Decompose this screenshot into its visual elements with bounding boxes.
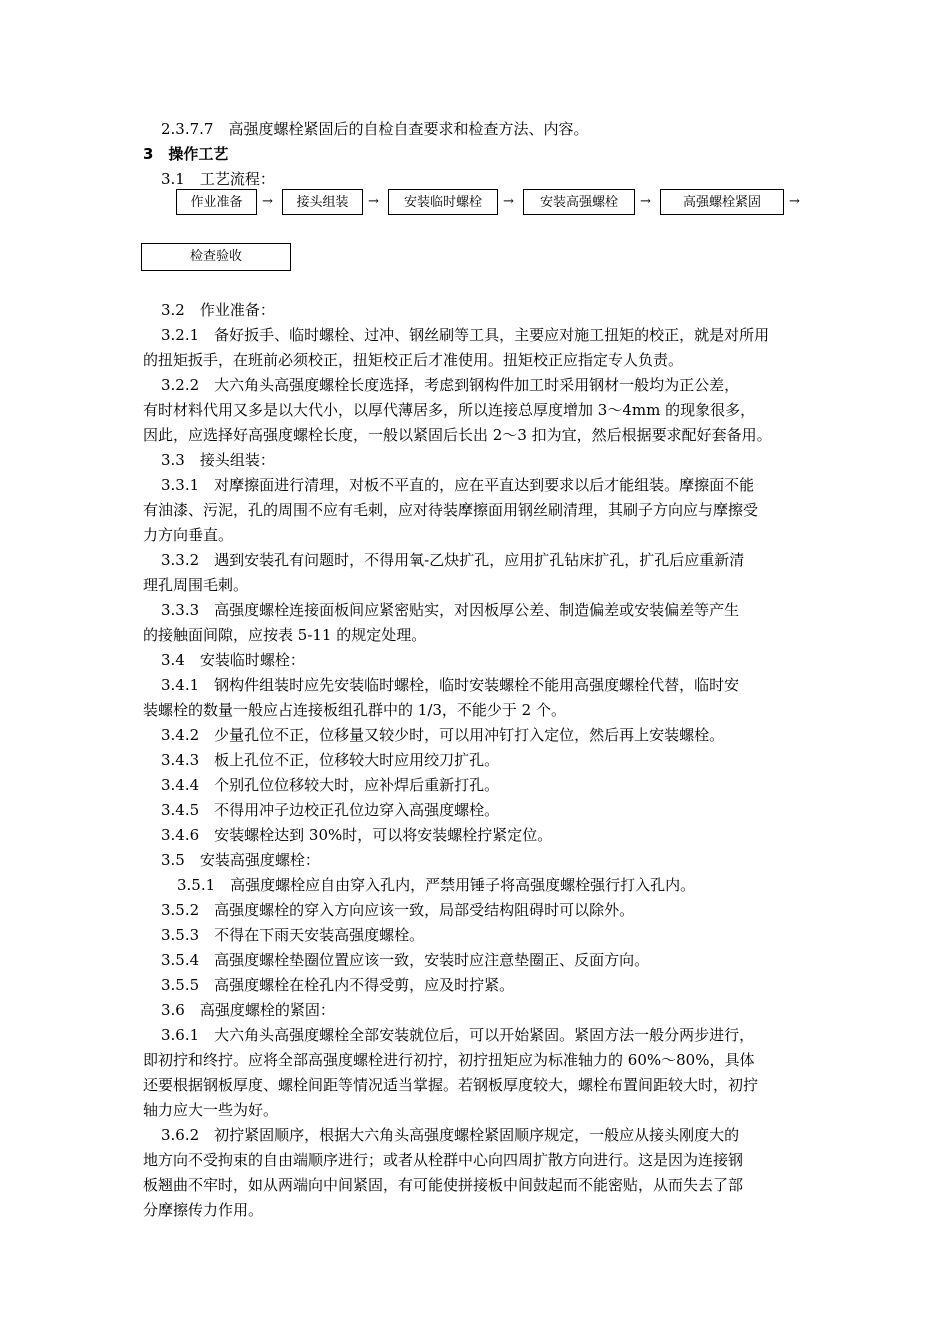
- flow-step-hs-bolts: 安装高强螺栓: [523, 189, 635, 215]
- text-line: 3.2.2 大六角头高强度螺栓长度选择，考虑到钢构件加工时采用钢材一般均为正公差，: [161, 376, 740, 394]
- flow-arrow-1: →: [262, 194, 273, 209]
- flow-step-hs-tightening: 高强螺栓紧固: [660, 189, 784, 215]
- text-line: 3.4.5 不得用冲子边校正孔位边穿入高强度螺栓。: [161, 801, 500, 819]
- flow-step-joint-assembly: 接头组装: [282, 189, 363, 215]
- text-line: 3.4.4 个别孔位位移较大时，应补焊后重新打孔。: [161, 776, 500, 794]
- text-line: 装螺栓的数量一般应占连接板组孔群中的 1/3，不能少于 2 个。: [143, 701, 566, 719]
- text-line: 3.5.4 高强度螺栓垫圈位置应该一致，安装时应注意垫圈正、反面方向。: [161, 951, 650, 969]
- text-line: 3.3 接头组装：: [161, 451, 275, 469]
- text-line: 轴力应大一些为好。: [143, 1101, 279, 1119]
- flow-step-temporary-bolts: 安装临时螺栓: [388, 189, 498, 215]
- text-line: 3.5.2 高强度螺栓的穿入方向应该一致，局部受结构阻碍时可以除外。: [161, 901, 635, 919]
- text-line: 力方向垂直。: [143, 526, 234, 544]
- text-line: 地方向不受拘束的自由端顺序进行；或者从栓群中心向四周扩散方向进行。这是因为连接钢: [143, 1151, 744, 1169]
- text-line: 3.5.1 高强度螺栓应自由穿入孔内，严禁用锤子将高强度螺栓强行打入孔内。: [177, 876, 696, 894]
- text-line: 有时材料代用又多是以大代小，以厚代薄居多，所以连接总厚度增加 3～4mm 的现象很多，: [143, 401, 756, 419]
- text-line: 理孔周围毛刺。: [143, 576, 249, 594]
- text-line: 3.2.1 备好扳手、临时螺栓、过冲、钢丝刷等工具，主要应对施工扭矩的校正，就是对所用: [161, 326, 770, 344]
- text-line: 3.6 高强度螺栓的紧固：: [161, 1001, 335, 1019]
- text-line: 还要根据钢板厚度、螺栓间距等情况适当掌握。若钢板厚度较大，螺栓布置间距较大时，初拧: [143, 1076, 759, 1094]
- text-line: 有油漆、污泥，孔的周围不应有毛刺，应对待装摩擦面用钢丝刷清理，其刷子方向应与摩擦受: [143, 501, 759, 519]
- text-line: 板翘曲不牢时，如从两端向中间紧固，有可能使拼接板中间鼓起而不能密贴，从而失去了部: [143, 1176, 744, 1194]
- text-line: 3.4 安装临时螺栓：: [161, 651, 305, 669]
- flow-arrow-5: →: [789, 194, 800, 209]
- section-heading: 3 操作工艺: [143, 145, 229, 163]
- text-line: 3.4.3 板上孔位不正，位移较大时应用绞刀扩孔。: [161, 751, 500, 769]
- text-line: 3.5.5 高强度螺栓在栓孔内不得受剪，应及时拧紧。: [161, 976, 515, 994]
- text-line: 分摩擦传力作用。: [143, 1201, 264, 1219]
- text-line: 3.2 作业准备：: [161, 301, 275, 319]
- flow-arrow-2: →: [368, 194, 379, 209]
- text-line: 3.4.2 少量孔位不正，位移量又较少时，可以用冲钉打入定位，然后再上安装螺栓。: [161, 726, 725, 744]
- text-line: 因此，应选择好高强度螺栓长度，一般以紧固后长出 2～3 扣为宜，然后根据要求配好套备用。: [143, 426, 772, 444]
- flow-arrow-4: →: [640, 194, 651, 209]
- flow-step-preparation: 作业准备: [176, 189, 257, 215]
- text-line: 3.4.6 安装螺栓达到 30%时，可以将安装螺栓拧紧定位。: [161, 826, 553, 844]
- text-line: 3.3.3 高强度螺栓连接面板间应紧密贴实，对因板厚公差、制造偏差或安装偏差等产生: [161, 601, 740, 619]
- flow-step-inspection: 检查验收: [141, 243, 291, 271]
- text-line: 即初拧和终拧。应将全部高强度螺栓进行初拧，初拧扭矩应为标准轴力的 60%～80%，具体: [143, 1051, 755, 1069]
- text-line: 的扭矩扳手，在班前必须校正，扭矩校正后才准使用。扭矩校正应指定专人负责。: [143, 351, 684, 369]
- text-line: 3.1 工艺流程：: [161, 170, 275, 188]
- text-line: 3.4.1 钢构件组装时应先安装临时螺栓，临时安装螺栓不能用高强度螺栓代替，临时安: [161, 676, 740, 694]
- text-line: 3.5 安装高强度螺栓：: [161, 851, 320, 869]
- text-line: 3.6.1 大六角头高强度螺栓全部安装就位后，可以开始紧固。紧固方法一般分两步进行，: [161, 1026, 755, 1044]
- text-line: 3.3.1 对摩擦面进行清理，对板不平直的，应在平直达到要求以后才能组装。摩擦面不能: [161, 476, 755, 494]
- text-line: 2.3.7.7 高强度螺栓紧固后的自检自查要求和检查方法、内容。: [161, 120, 589, 138]
- flow-arrow-3: →: [503, 194, 514, 209]
- text-line: 的接触面间隙，应按表 5-11 的规定处理。: [143, 626, 427, 644]
- text-line: 3.6.2 初拧紧固顺序，根据大六角头高强度螺栓紧固顺序规定，一般应从接头刚度大的: [161, 1126, 740, 1144]
- text-line: 3.5.3 不得在下雨天安装高强度螺栓。: [161, 926, 425, 944]
- text-line: 3.3.2 遇到安装孔有问题时，不得用氧-乙炔扩孔，应用扩孔钻床扩孔，扩孔后应重新清: [161, 551, 745, 569]
